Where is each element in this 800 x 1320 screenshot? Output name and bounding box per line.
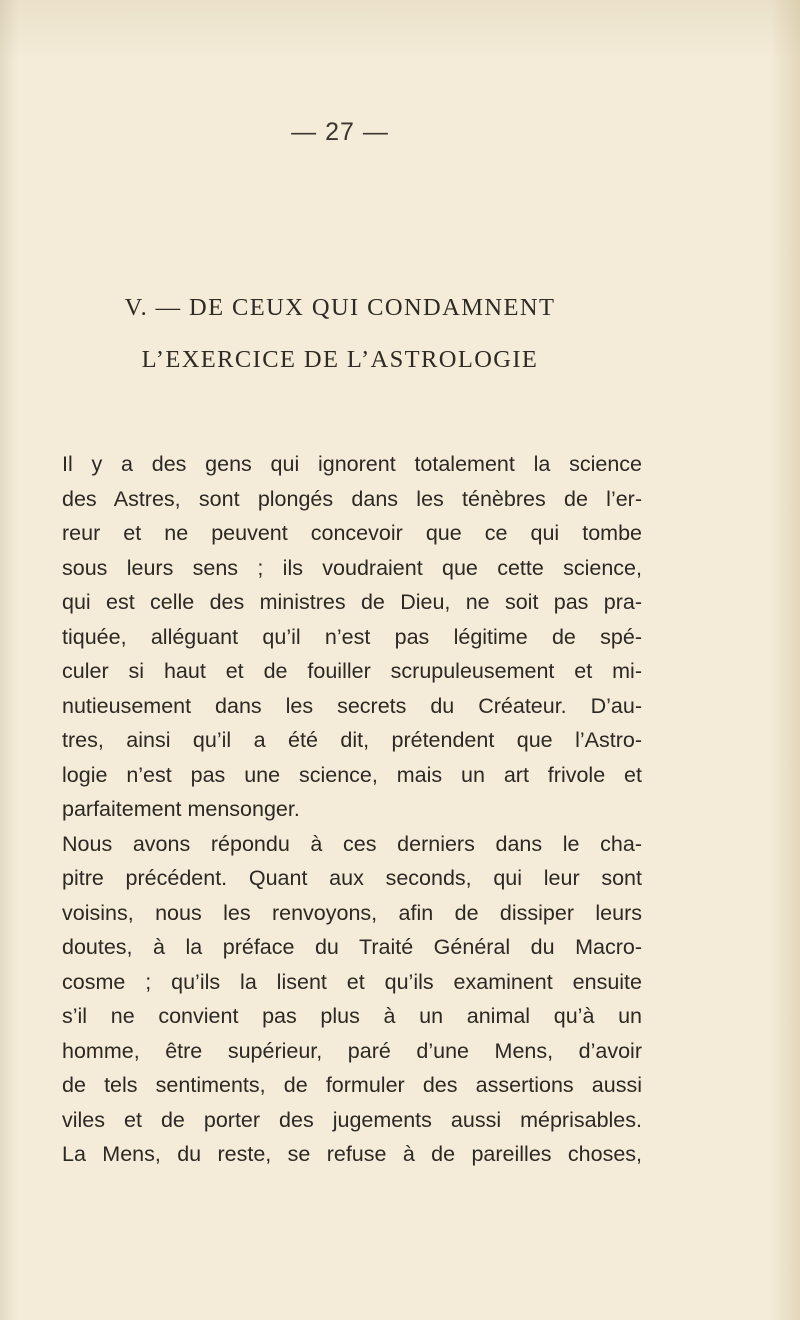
text-line: voisins, nous les renvoyons, afin de dissiper leurs [62,900,642,925]
paragraph-2 [62,827,642,1172]
text-line: viles et de porter des jugements aussi méprisables. [62,1107,642,1132]
text-line: cosme ; qu’ils la lisent et qu’ils examinent ensuite [62,969,642,994]
text-line: doutes, à la préface du Traité Général du Macro- [62,935,642,959]
text-line: culer si haut et de fouiller scrupuleusement et mi- [62,659,642,683]
chapter-heading [0,282,680,386]
text-line: La Mens, du reste, se refuse à de pareilles choses, [62,1142,642,1166]
text-line: pitre précédent. Quant aux seconds, qui leur sont [62,866,642,890]
text-line: homme, être supérieur, paré d’une Mens, d’avoir [62,1038,642,1063]
text-line: s’il ne convient pas plus à un animal qu’à un [62,1004,642,1028]
text-line: qui est celle des ministres de Dieu, ne soit pas pra- [62,590,642,614]
body-text [62,447,642,1172]
paragraph-1 [62,447,642,827]
text-line: reur et ne peuvent concevoir que ce qui tombe [62,521,642,545]
text-line: tres, ainsi qu’il a été dit, prétendent que l’Astro- [62,728,642,752]
text-line: parfaitement mensonger. [62,797,300,821]
text-line: Nous avons répondu à ces derniers dans le cha- [62,831,642,856]
chapter-heading-line-1: V. — DE CEUX QUI CONDAMNENT [124,294,556,321]
text-line: de tels sentiments, de formuler des assertions aussi [62,1073,642,1097]
text-line: logie n’est pas une science, mais un art frivole et [62,762,642,787]
text-line: Il y a des gens qui ignorent totalement la science [62,452,642,476]
text-line: des Astres, sont plongés dans les ténèbres de l’er- [62,486,642,511]
text-line: tiquée, alléguant qu’il n’est pas légitime de spé- [62,624,642,649]
text-line: nutieusement dans les secrets du Créateur. D’au- [62,693,642,718]
chapter-heading-line-2: L’EXERCICE DE L’ASTROLOGIE [141,346,539,373]
page-number: — 27 — [291,118,389,146]
text-line: sous leurs sens ; ils voudraient que cette science, [62,555,642,580]
